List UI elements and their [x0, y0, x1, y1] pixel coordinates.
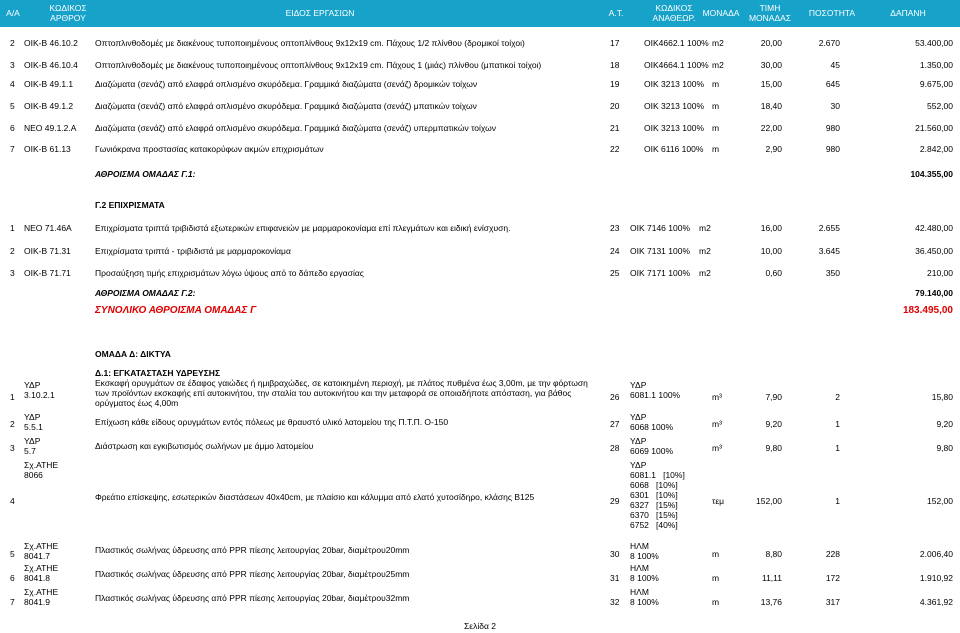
row-anatheor: ΗΛΜ 8 100% — [630, 563, 659, 583]
row-cost: 21.560,00 — [915, 123, 953, 133]
row-cost: 1.910,92 — [919, 573, 953, 583]
row-aa: 1 — [10, 392, 15, 402]
row-anatheor: ΟΙΚ 6116 100% — [644, 144, 704, 154]
row-code: ΟΙΚ-Β 49.1.2 — [24, 101, 74, 111]
row-desc: Διαζώματα (σενάζ) από ελαφρά οπλισμένο σκυρόδεμα. Γραμμικά διαζώματα (σενάζ) μπατικών τοίχων — [95, 101, 477, 111]
row-code: Σχ.ΑΤΗΕ 8041.8 — [24, 563, 59, 583]
row-desc: Διαζώματα (σενάζ) από ελαφρά οπλισμένο σκυρόδεμα. Γραμμικά διαζώματα (σενάζ) υπερμπατικών τοίχων — [95, 123, 497, 133]
row-at: 17 — [610, 38, 620, 48]
row-anatheor: ΥΔΡ 6081.1 100% — [630, 380, 681, 400]
header-anatheor: ΚΩΔΙΚΟΣ ΑΝΑΘΕΩΡ. — [652, 3, 696, 23]
section-d1-title: Δ.1: ΕΓΚΑΤΑΣΤΑΣΗ ΥΔΡΕΥΣΗΣ — [95, 368, 221, 378]
row-anatheor: ΟΙΚ 7131 100% — [630, 246, 691, 256]
table-header — [0, 0, 960, 27]
group-d-title: ΟΜΑΔΑ Δ: ΔΙΚΤΥΑ — [95, 349, 171, 359]
row-at: 24 — [610, 246, 620, 256]
row-cost: 9,20 — [936, 419, 953, 429]
row-qty: 30 — [830, 101, 840, 111]
row-qty: 1 — [835, 443, 840, 453]
row-at: 30 — [610, 549, 620, 559]
row-at: 29 — [610, 496, 620, 506]
row-at: 23 — [610, 223, 620, 233]
row-at: 25 — [610, 268, 620, 278]
header-at: Α.Τ. — [608, 8, 624, 18]
row-unit: m2 — [699, 268, 711, 278]
row-code: Σχ.ΑΤΗΕ 8041.7 — [24, 541, 59, 561]
row-aa: 2 — [10, 38, 15, 48]
row-cost: 36.450,00 — [915, 246, 953, 256]
row-aa: 1 — [10, 223, 15, 233]
row-desc: Οπτοπλινθοδομές με διακένους τυποποιημένους οπτοπλίνθους 9x12x19 cm. Πάχους 1 (μιάς) πλίνθου (μπατικοί τοίχοι) — [95, 60, 542, 70]
row-unit: m³ — [712, 443, 722, 453]
row-anatheor: ΟΙΚ4664.1 100% — [644, 60, 709, 70]
total-g-label: ΣΥΝΟΛΙΚΟ ΑΘΡΟΙΣΜΑ ΟΜΑΔΑΣ Γ — [95, 305, 257, 316]
row-code: ΟΙΚ-Β 46.10.4 — [24, 60, 78, 70]
row-at: 27 — [610, 419, 620, 429]
row-cost: 2.006,40 — [919, 549, 953, 559]
sum-g1-value: 104.355,00 — [910, 169, 953, 179]
header-desc: ΕΙΔΟΣ ΕΡΓΑΣΙΩΝ — [285, 8, 355, 18]
row-price: 20,00 — [760, 38, 782, 48]
row-anatheor: ΟΙΚ 3213 100% — [644, 79, 705, 89]
row-price: 13,76 — [760, 597, 782, 607]
row-qty: 2.655 — [818, 223, 840, 233]
row-aa: 4 — [10, 79, 15, 89]
row-unit: m — [712, 101, 720, 111]
row-cost: 152,00 — [927, 496, 953, 506]
sum-g2-label: ΑΘΡΟΙΣΜΑ ΟΜΑΔΑΣ Γ.2: — [95, 288, 196, 298]
row-cost: 9,80 — [936, 443, 953, 453]
row-price: 15,00 — [760, 79, 782, 89]
row-desc: Επιχρίσματα τριπτά - τριβιδιστά με μαρμαροκονίαμα — [95, 246, 291, 256]
row-at: 21 — [610, 123, 620, 133]
row-code: ΟΙΚ-Β 71.31 — [24, 246, 71, 256]
row-code: Σχ.ΑΤΗΕ 8041.9 — [24, 587, 59, 607]
row-aa: 3 — [10, 60, 15, 70]
row-cost: 4.361,92 — [919, 597, 953, 607]
row-cost: 9.675,00 — [919, 79, 953, 89]
row-at: 20 — [610, 101, 620, 111]
row-anatheor: ΟΙΚ 7171 100% — [630, 268, 691, 278]
row-at: 26 — [610, 392, 620, 402]
row-desc: Πλαστικός σωλήνας ύδρευσης από PPR πίεσης λειτουργίας 20bar, διαμέτρου32mm — [95, 593, 410, 603]
row-qty: 317 — [825, 597, 840, 607]
page-footer: Σελίδα 2 — [464, 621, 496, 631]
row-cost: 1.350,00 — [919, 60, 953, 70]
row-anatheor: ΥΔΡ 6069 100% — [630, 436, 674, 456]
row-desc: Διαζώματα (σενάζ) από ελαφρά οπλισμένο σκυρόδεμα. Γραμμικά διαζώματα (σενάζ) δρομικών τοίχων — [95, 79, 478, 89]
row-qty: 980 — [825, 144, 840, 154]
row-price: 2,90 — [765, 144, 782, 154]
row-cost: 15,80 — [931, 392, 953, 402]
row-price: 0,60 — [765, 268, 782, 278]
header-code: ΚΩΔΙΚΟΣ ΑΡΘΡΟΥ — [49, 3, 87, 23]
row-price: 152,00 — [756, 496, 782, 506]
header-cost: ΔΑΠΑΝΗ — [890, 8, 926, 18]
row-at: 32 — [610, 597, 620, 607]
row-price: 18,40 — [760, 101, 782, 111]
row-unit: m2 — [699, 223, 711, 233]
row-desc: Διάστρωση και εγκιβωτισμός σωλήνων με άμμο λατομείου — [95, 441, 314, 451]
row-code: ΟΙΚ-Β 46.10.2 — [24, 38, 78, 48]
row-price: 10,00 — [760, 246, 782, 256]
row-unit: m2 — [712, 60, 724, 70]
row-anatheor: ΟΙΚ 7146 100% — [630, 223, 691, 233]
row-aa: 5 — [10, 549, 15, 559]
row-anatheor: ΥΔΡ 6081.1 [10%] 6068 [10%] 6301 [10%] 6327 [15%] 6370 [15%] 6752 [40%] — [630, 460, 685, 530]
row-code: ΥΔΡ 5.5.1 — [24, 412, 43, 432]
row-code: ΟΙΚ-Β 71.71 — [24, 268, 71, 278]
row-unit: m³ — [712, 392, 722, 402]
row-price: 9,20 — [765, 419, 782, 429]
row-anatheor: ΗΛΜ 8 100% — [630, 541, 659, 561]
row-unit: m — [712, 573, 720, 583]
row-qty: 2 — [835, 392, 840, 402]
row-qty: 980 — [825, 123, 840, 133]
row-desc: Οπτοπλινθοδομές με διακένους τυποποιημένους οπτοπλίνθους 9x12x19 cm. Πάχους 1/2 πλίνθου (δρομικοί τοίχοι) — [95, 38, 525, 48]
row-desc: Φρεάτιο επίσκεψης, εσωτερικών διαστάσεων 40x40cm, με πλαίσιο και κάλυμμα από ελατό χυτοσίδηρο, κλάσης Β125 — [95, 492, 535, 502]
row-unit: m — [712, 144, 720, 154]
row-unit: m — [712, 79, 720, 89]
header-unit: ΜΟΝΑΔΑ — [702, 8, 740, 18]
row-price: 30,00 — [760, 60, 782, 70]
row-aa: 3 — [10, 268, 15, 278]
row-code: ΟΙΚ-Β 49.1.1 — [24, 79, 74, 89]
row-cost: 552,00 — [927, 101, 953, 111]
row-anatheor: ΗΛΜ 8 100% — [630, 587, 659, 607]
row-code: ΝΕΟ 71.46Α — [24, 223, 72, 233]
section-g2-title: Γ.2 ΕΠΙΧΡΙΣΜΑΤΑ — [95, 200, 165, 210]
row-at: 31 — [610, 573, 620, 583]
row-price: 22,00 — [760, 123, 782, 133]
row-anatheor: ΥΔΡ 6068 100% — [630, 412, 674, 432]
row-desc: Επίχωση κάθε είδους ορυγμάτων εντός πόλεως με θραυστό υλικό λατομείου της Π.Τ.Π. Ο-150 — [95, 417, 449, 427]
row-cost: 2.842,00 — [919, 144, 953, 154]
row-qty: 172 — [825, 573, 840, 583]
row-desc: Επιχρίσματα τριπτά τριβιδιστά εξωτερικών επιφανειών με μαρμαροκονίαμα επί πλεγμάτων και ειδική ενίσχυση. — [95, 223, 511, 233]
row-at: 28 — [610, 443, 620, 453]
row-code: ΥΔΡ 5.7 — [24, 436, 41, 456]
row-at: 18 — [610, 60, 620, 70]
row-qty: 645 — [825, 79, 840, 89]
row-aa: 7 — [10, 597, 15, 607]
row-desc: Γωνιόκρανα προστασίας κατακορύφων ακμών επιχρισμάτων — [95, 144, 324, 154]
row-aa: 5 — [10, 101, 15, 111]
row-desc: Προσαύξηση τιμής επιχρισμάτων λόγω ύψους από το δάπεδο εργασίας — [95, 268, 364, 278]
row-unit: m2 — [699, 246, 711, 256]
sum-g1-label: ΑΘΡΟΙΣΜΑ ΟΜΑΔΑΣ Γ.1: — [95, 169, 196, 179]
row-qty: 228 — [825, 549, 840, 559]
total-g-value: 183.495,00 — [902, 305, 953, 316]
row-aa: 2 — [10, 246, 15, 256]
row-code: ΟΙΚ-Β 61.13 — [24, 144, 71, 154]
row-unit: m³ — [712, 419, 722, 429]
row-unit: m2 — [712, 38, 724, 48]
row-unit: m — [712, 549, 720, 559]
row-qty: 1 — [835, 496, 840, 506]
row-unit: m — [712, 123, 720, 133]
header-qty: ΠΟΣΟΤΗΤΑ — [808, 8, 856, 18]
sum-g2-value: 79.140,00 — [915, 288, 953, 298]
header-price: ΤΙΜΗ ΜΟΝΑΔΑΣ — [748, 3, 792, 23]
row-desc: Εκσκαφή ορυγμάτων σε έδαφος γαιώδες ή ημιβραχώδες, σε κατοικημένη περιοχή, με πλάτος πυθμένα έως 3,00m, με την φόρτωση των προϊόντων εκσκαφής επί αυτοκινήτου, την σταλία του αυτοκινήτου και την μεταφορά σε οποιαδήποτε απόσταση, για βάθος ορύγματος έως 4,00m — [95, 378, 588, 408]
row-anatheor: ΟΙΚ 3213 100% — [644, 123, 705, 133]
row-qty: 3.645 — [818, 246, 840, 256]
row-cost: 210,00 — [927, 268, 953, 278]
row-at: 19 — [610, 79, 620, 89]
row-aa: 2 — [10, 419, 15, 429]
header-aa: Α/Α — [6, 8, 20, 18]
row-code: ΥΔΡ 3.10.2.1 — [24, 380, 55, 400]
row-qty: 350 — [825, 268, 840, 278]
row-desc: Πλαστικός σωλήνας ύδρευσης από PPR πίεσης λειτουργίας 20bar, διαμέτρου25mm — [95, 569, 410, 579]
row-unit: m — [712, 597, 720, 607]
row-qty: 2.670 — [818, 38, 840, 48]
row-anatheor: ΟΙΚ4662.1 100% — [644, 38, 709, 48]
row-qty: 45 — [830, 60, 840, 70]
row-price: 7,90 — [765, 392, 782, 402]
row-price: 11,11 — [761, 573, 782, 583]
row-code: ΝΕΟ 49.1.2.Α — [24, 123, 77, 133]
row-desc: Πλαστικός σωλήνας ύδρευσης από PPR πίεσης λειτουργίας 20bar, διαμέτρου20mm — [95, 545, 410, 555]
row-aa: 6 — [10, 573, 15, 583]
row-qty: 1 — [835, 419, 840, 429]
row-price: 16,00 — [760, 223, 782, 233]
row-aa: 7 — [10, 144, 15, 154]
row-aa: 3 — [10, 443, 15, 453]
row-unit: τεμ — [712, 496, 725, 506]
row-aa: 6 — [10, 123, 15, 133]
row-price: 8,80 — [765, 549, 782, 559]
row-cost: 42.480,00 — [915, 223, 953, 233]
row-cost: 53.400,00 — [915, 38, 953, 48]
row-aa: 4 — [10, 496, 15, 506]
row-price: 9,80 — [765, 443, 782, 453]
row-at: 22 — [610, 144, 620, 154]
row-code: Σχ.ΑΤΗΕ 8066 — [24, 460, 59, 480]
row-anatheor: ΟΙΚ 3213 100% — [644, 101, 705, 111]
